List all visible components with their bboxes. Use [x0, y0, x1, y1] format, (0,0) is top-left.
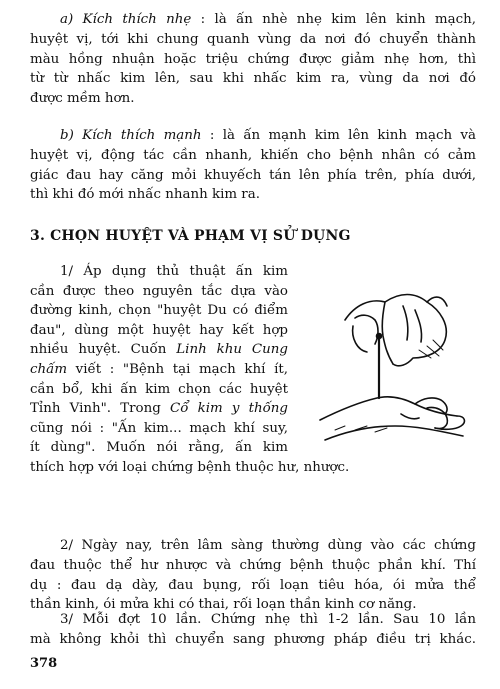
paragraph-course-length: 3/ Mỗi đợt 10 lần. Chứng nhẹ thì 1-2 lần. Sau 10 lần mà không khỏi thì chuyển sang phương pháp điều trị khác. [30, 612, 476, 647]
paragraph-strong-stimulation: b) Kích thích mạnh : là ấn mạnh kim lên kinh mạch và huyệt vị, động tác cần nhanh, khiến cho bệnh nhân có cảm giác đau hay căng mỏi khuyếch tán lên phía trên, phía dưới, thì khi đó mới nhấc nhanh kim ra. [30, 128, 476, 203]
paragraph-modern-use: 2/ Ngày nay, trên lâm sàng thường dùng vào các chứng đau thuộc thể hư nhược và chứng bệnh thuộc phần khí. Thí dụ : đau dạ dày, đau bụng, rối loạn tiêu hóa, ói mửa thể thần kinh, ói mửa khi có thai, rối loạn thần kinh cơ năng. [30, 538, 476, 613]
section-heading: 3. CHỌN HUYỆT VÀ PHẠM VỊ SỬ DỤNG [30, 228, 351, 244]
term-mild-stimulation: a) Kích thích nhẹ [60, 12, 192, 27]
term-strong-stimulation: b) Kích thích mạnh [60, 128, 202, 143]
book-title-linh-khu-cont: chấm [30, 361, 68, 377]
hand-pressing-needle-illustration [315, 280, 475, 450]
paragraph-point-selection: 1/ Áp dụng thủ thuật ấn kim cần được theo nguyên tắc dựa vào đường kinh, chọn "huyệt Du có điểm đau", dùng một huyệt hay kết hợp nhiều huyệt. Cuốn Linh khu Cung chấm viết : "Bệnh tại mạch khí ít, cần bổ, khi ấn kim chọn các huyệt Tỉnh Vinh". Trong Cổ kim y thống cũng nói : "Ấn kim... mạch khí suy, ít dùng". Muốn nói rằng, ấn kim thích hợp với loại chứng bệnh thuộc hư, nhược. [30, 264, 350, 475]
book-title-co-kim: Cổ kim y thống [169, 401, 288, 417]
paragraph-mild-stimulation: a) Kích thích nhẹ : là ấn nhè nhẹ kim lên kinh mạch, huyệt vị, tới khi chung quanh vùng da nơi đó chuyển thành màu hồng nhuận hoặc triệu chứng được giảm nhẹ hơn, thì từ từ nhấc kim lên, sau khi nhấc kim ra, vùng da nơi đó được mềm hơn. [30, 12, 476, 107]
book-title-linh-khu: Linh khu Cung [176, 342, 288, 358]
page-number: 378 [30, 656, 58, 671]
hand-needle-icon [315, 280, 475, 450]
